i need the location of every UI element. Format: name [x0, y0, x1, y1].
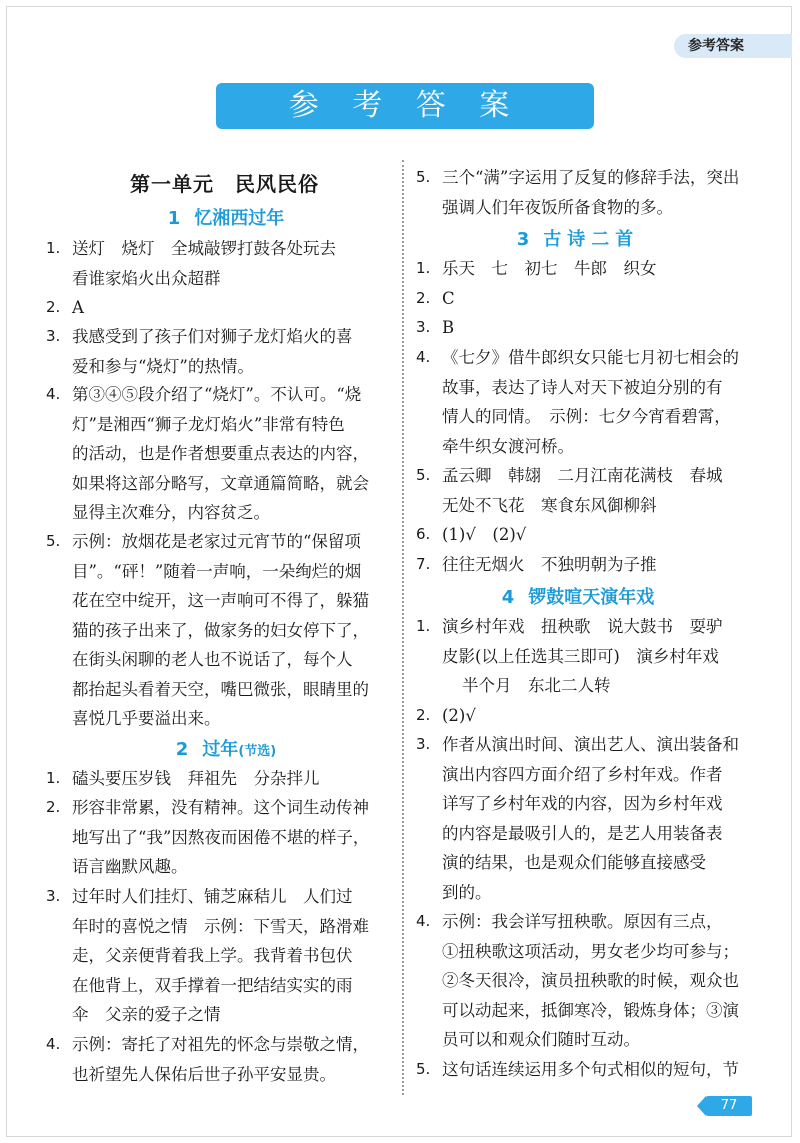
answer-item: 4. 第③④⑤段介绍了“烧灯”。不认可。“烧 灯”是湘西“狮子龙灯焰火”非常有特色 的活动，也是作者想要重点表达的内容， 如果将这部分略写，文章通篇简略，就会 显得主次难分，内容贫乏。: [46, 385, 369, 522]
answer-item: 5. 示例：放烟花是老家过元宵节的“保留项 目”。“砰！”随着一声响，一朵绚烂的烟 花在空中绽开，这一声响可不得了，躲猫 猫的孩子出来了，做家务的妇女停下了， 在街头闲聊的老人也不说话了，每个人 都抬起头看着天空，嘴巴微张，眼睛里的 喜悦几乎要溢出来。: [46, 532, 369, 728]
answer-item: 6. (1)√ (2)√: [416, 525, 527, 544]
answer-item: 4. 示例：寄托了对祖先的怀念与崇敬之情， 也祈望先人保佑后世子孙平安显贵。: [46, 1035, 369, 1084]
answer-item: 4. 《七夕》借牛郎织女只能七月初七相会的 故事，表达了诗人对天下被迫分别的有 情人的同情。 示例：七夕今宵看碧霄， 牵牛织女渡河桥。: [416, 348, 739, 456]
answer-item: 2. (2)√: [416, 706, 476, 725]
answer-item: 2. C: [416, 289, 455, 308]
lesson-note: (节选): [238, 744, 277, 759]
answer-item: 2. 形容非常累，没有精神。这个词生动传神 地写出了“我”因熬夜而困倦不堪的样子， 语言幽默风趣。: [46, 798, 370, 876]
lesson-number: 4: [501, 587, 515, 608]
answer-item: 1. 演乡村年戏 扭秧歌 说大鼓书 耍驴 皮影(以上任选其三即可) 演乡村年戏 半个月 东北二人转: [416, 617, 723, 695]
answer-item: 2. A: [46, 298, 84, 317]
lesson-1-heading: [66, 204, 386, 234]
answer-item: 1. 磕头要压岁钱 拜祖先 分杂拌儿: [46, 769, 320, 788]
unit-title: 第一单元 民风民俗: [130, 172, 319, 196]
answer-item: 3. 作者从演出时间、演出艺人、演出装备和 演出内容四方面介绍了乡村年戏。作者 详写了乡村年戏的内容，因为乡村年戏 的内容是最吸引人的，是艺人用装备表 演的结果，也是观众们能够直接感受 到的。: [416, 735, 739, 902]
answer-item: 3. 过年时人们挂灯、铺芝麻秸儿 人们过 年时的喜悦之情 示例：下雪天，路滑难 走，父亲便背着我上学。我背着书包伏 在他背上，双手撑着一把结结实实的雨 伞 父亲的爱子之情: [46, 887, 369, 1024]
answer-item: 7. 往往无烟火 不独明朝为子推: [416, 555, 657, 574]
lesson-title: 古诗二首: [543, 229, 640, 250]
answer-item: 5. 这句话连续运用多个句式相似的短句，节: [416, 1060, 739, 1079]
lesson-number: 3: [516, 229, 530, 250]
answer-item: 1. 送灯 烧灯 全城敲锣打鼓各处玩去 看谁家焰火出众超群: [46, 239, 336, 288]
answer-item: 4. 示例：我会详写扭秧歌。原因有三点， ①扭秧歌这项活动，男女老少均可参与； ②冬天很冷，演员扭秧歌的时候，观众也 可以动起来，抵御寒冷，锻炼身体；③演 员可以和观众们随时互动。: [416, 912, 739, 1049]
column-divider: [402, 160, 404, 1095]
lesson-title: 锣鼓喧天演年戏: [528, 587, 655, 608]
lesson-number: 2: [175, 739, 189, 760]
answer-item: 1. 乐天 七 初七 牛郎 织女: [416, 259, 657, 278]
title-banner: 参 考 答 案: [216, 83, 594, 129]
answer-item: 3. B: [416, 318, 455, 337]
lesson-4-heading: [416, 583, 740, 613]
lesson-number: 1: [167, 208, 181, 229]
answer-item: 5. 孟云卿 韩翃 二月江南花满枝 春城 无处不飞花 寒食东风御柳斜: [416, 466, 723, 515]
answer-item: 3. 我感受到了孩子们对狮子龙灯焰火的喜 爱和参与“烧灯”的热情。: [46, 327, 353, 376]
answer-item: 5. 三个“满”字运用了反复的修辞手法，突出 强调人们年夜饭所备食物的多。: [416, 168, 740, 217]
lesson-2-heading: [66, 735, 386, 767]
lesson-title: 忆湘西过年: [194, 208, 285, 229]
lesson-3-heading: [416, 225, 740, 255]
header-tab: 参考答案: [674, 34, 792, 58]
page-number: 77: [706, 1096, 752, 1116]
lesson-title: 过年: [202, 739, 239, 760]
